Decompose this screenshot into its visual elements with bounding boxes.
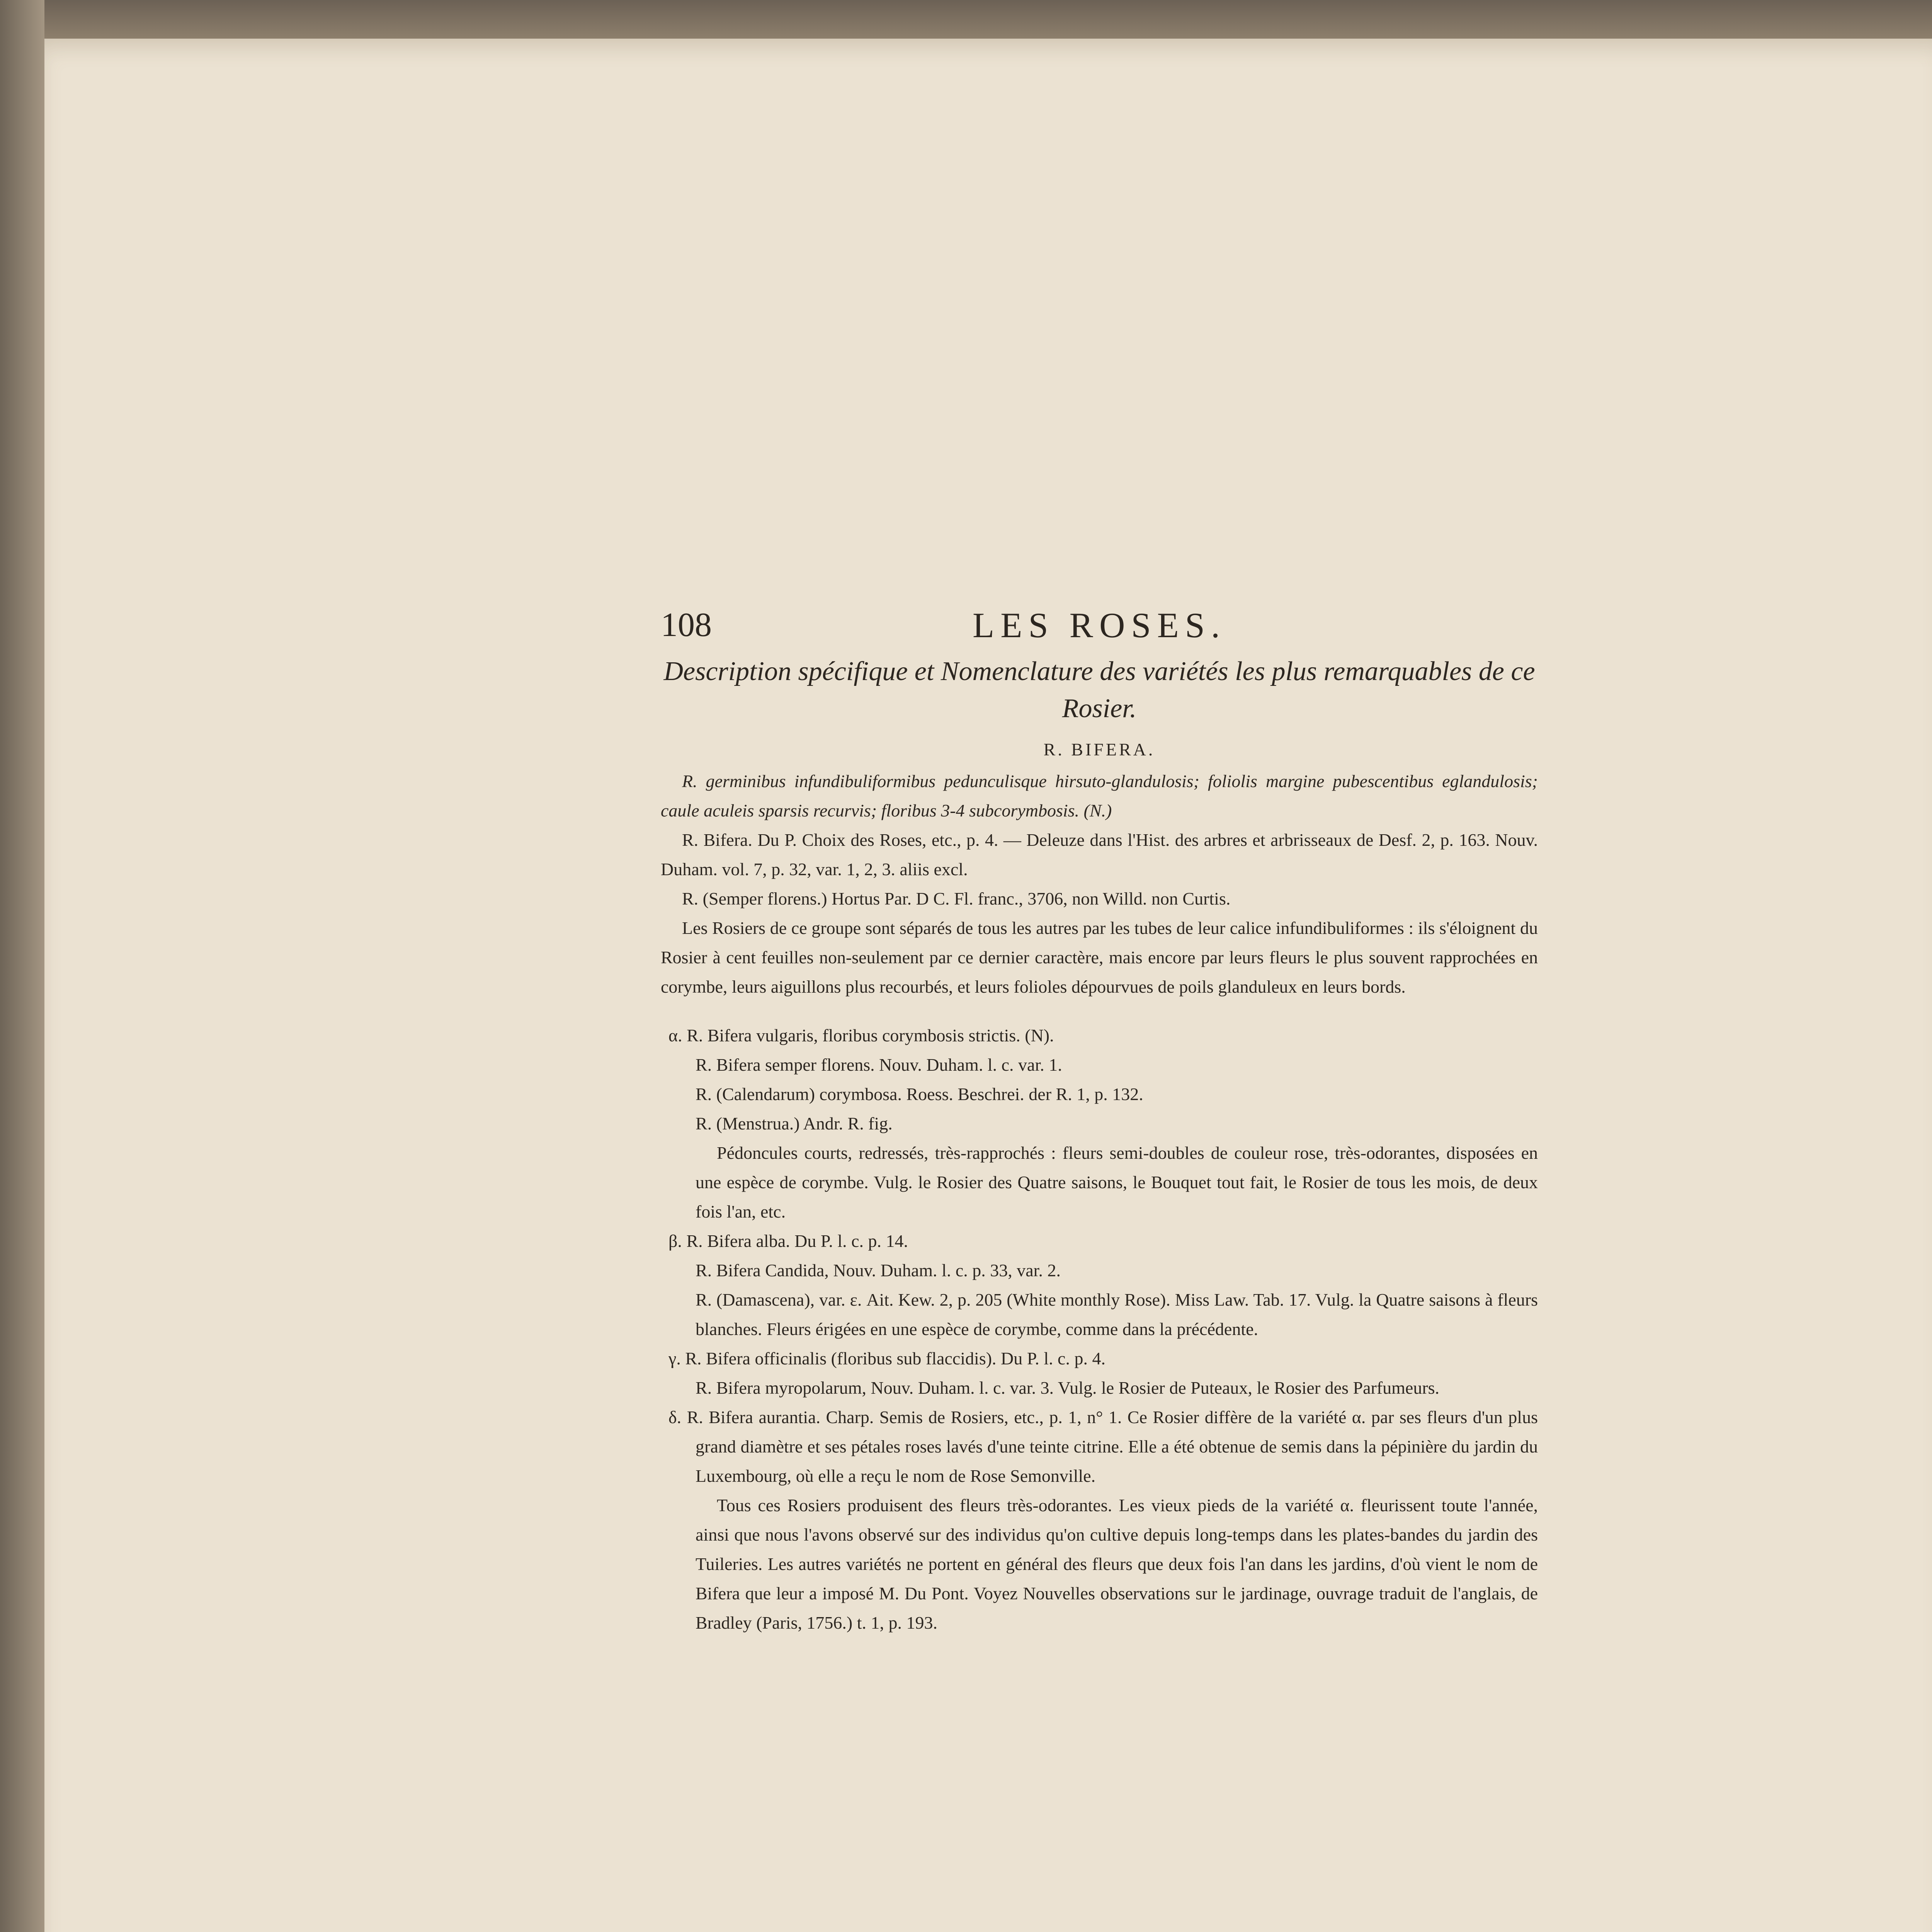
variety-description: Pédoncules courts, redressés, très-rapprochés : fleurs semi-doubles de couleur rose, très-odorantes, disposées en une espèce de corymbe. Vulg. le Rosier des Quatre saisons, le Bouquet tout fait, le Rosier de tous les mois, de deux fois l'an, etc. [696, 1143, 1538, 1221]
variety-line: γ. R. Bifera officinalis (floribus sub flaccidis). Du P. l. c. p. 4. [668, 1349, 1105, 1368]
page-number: 108 [661, 606, 712, 644]
variety-synonym: R. (Calendarum) corymbosa. Roess. Beschrei. der R. 1, p. 132. [696, 1084, 1143, 1104]
intro-paragraph: Les Rosiers de ce groupe sont séparés de tous les autres par les tubes de leur calice infundibuliformes : ils s'éloignent du Rosier à cent feuilles non-seulement par ce dernier caractère, mais encore par leurs fleurs le plus souvent rapprochées en corymbe, leurs aiguillons plus recourbés, et leurs folioles dépourvues de poils glanduleux en leurs bords. [661, 918, 1538, 997]
spacer [661, 1002, 1538, 1021]
page-text-block [661, 603, 1538, 1638]
page-title: LES ROSES. [973, 605, 1226, 645]
synonymy-line: R. Bifera. Du P. Choix des Roses, etc., p. 4. — Deleuze dans l'Hist. des arbres et arbrisseaux de Desf. 2, p. 163. Nouv. Duham. vol. 7, p. 32, var. 1, 2, 3. aliis excl. [661, 830, 1538, 879]
variety-line: δ. R. Bifera aurantia. Charp. Semis de Rosiers, etc., p. 1, n° 1. Ce Rosier diffère de la variété α. par ses fleurs d'un plus grand diamètre et ses pétales roses lavés d'une teinte citrine. Elle a été obtenue de semis dans la pépinière du jardin du Luxembourg, où elle a reçu le nom de Rose Semonville. [668, 1407, 1538, 1486]
running-header [661, 603, 1538, 653]
variety-line: α. R. Bifera vulgaris, floribus corymbosis strictis. (N). [668, 1026, 1054, 1045]
species-heading: R. BIFERA. [1043, 740, 1155, 759]
variety-synonym: R. Bifera Candida, Nouv. Duham. l. c. p. 33, var. 2. [696, 1260, 1061, 1280]
latin-diagnosis: R. germinibus infundibuliformibus pedunculisque hirsuto-glandulosis; foliolis margine pubescentibus eglandulosis; caule aculeis sparsis recurvis; floribus 3-4 subcorymbosis. (N.) [661, 771, 1538, 820]
variety-line: β. R. Bifera alba. Du P. l. c. p. 14. [668, 1231, 908, 1251]
book-edge-left [0, 0, 44, 1932]
variety-synonym: R. (Damascena), var. ε. Ait. Kew. 2, p. 205 (White monthly Rose). Miss Law. Tab. 17. Vulg. la Quatre saisons à fleurs blanches. Fleurs érigées en une espèce de corymbe, comme dans la précédente. [696, 1290, 1538, 1339]
variety-synonym: R. Bifera semper florens. Nouv. Duham. l. c. var. 1. [696, 1055, 1062, 1075]
variety-synonym: R. (Menstrua.) Andr. R. fig. [696, 1114, 893, 1133]
variety-synonym: R. Bifera myropolarum, Nouv. Duham. l. c. var. 3. Vulg. le Rosier de Puteaux, le Rosier des Parfumeurs. [696, 1378, 1440, 1398]
book-edge-top [0, 0, 1932, 39]
section-subtitle: Description spécifique et Nomenclature des variétés les plus remarquables de ce Rosier. [663, 656, 1535, 723]
synonymy-line: R. (Semper florens.) Hortus Par. D C. Fl. franc., 3706, non Willd. non Curtis. [682, 889, 1231, 908]
closing-paragraph: Tous ces Rosiers produisent des fleurs très-odorantes. Les vieux pieds de la variété α. fleurissent toute l'année, ainsi que nous l'avons observé sur des individus qu'on cultive depuis long-temps dans les plates-bandes du jardin des Tuileries. Les autres variétés ne portent en général des fleurs que deux fois l'an dans les jardins, d'où vient le nom de Bifera que leur a imposé M. Du Pont. Voyez Nouvelles observations sur le jardinage, ouvrage traduit de l'anglais, de Bradley (Paris, 1756.) t. 1, p. 193. [696, 1495, 1538, 1633]
